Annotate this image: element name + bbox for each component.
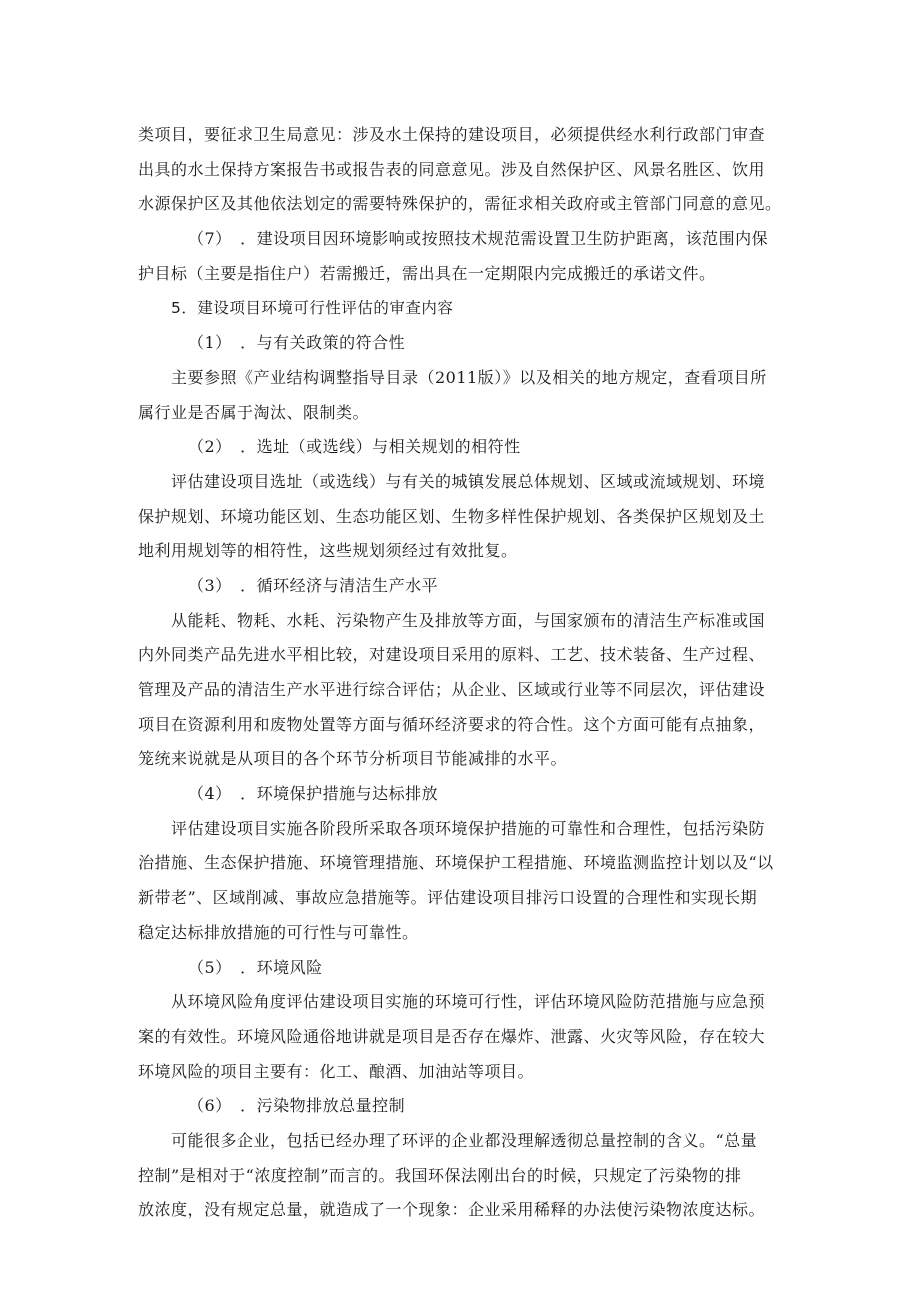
text-line: 管理及产品的清洁生产水平进行综合评估；从企业、区域或行业等不同层次，评估建设 — [138, 680, 766, 699]
text-line: 护目标（主要是指住户）若需搬迁，需出具在一定期限内完成搬迁的承诺文件。 — [138, 263, 716, 283]
subsection-heading: （4） ．环境保护措施与达标排放 — [188, 784, 439, 804]
section-heading: 5．建设项目环境可行性评估的审查内容 — [171, 299, 454, 318]
text-line: 控制”是相对于“浓度控制”而言的。我国环保法刚出台的时候，只规定了污染物的排 — [138, 1165, 742, 1185]
paragraph-first-line: 从能耗、物耗、水耗、污染物产生及排放等方面，与国家颁布的清洁生产标准或国 — [171, 610, 766, 630]
text-line: 治措施、生态保护措施、环境管理措施、环境保护工程措施、环境监测监控计划以及“以 — [138, 853, 774, 873]
text-line: 新带老”、区域削减、事故应急措施等。评估建设项目排污口设置的合理性和实现长期 — [138, 888, 758, 908]
text-line: 稳定达标排放措施的可行性与可靠性。 — [138, 922, 419, 942]
text-line: 案的有效性。环境风险通俗地讲就是项目是否存在爆炸、泄露、火灾等风险，存在较大 — [138, 1026, 766, 1046]
text-line: 内外同类产品先进水平相比较，对建设项目采用的原料、工艺、技术装备、生产过程、 — [138, 645, 766, 665]
paragraph-first-line: 从环境风险角度评估建设项目实施的环境可行性，评估环境风险防范措施与应急预 — [171, 992, 766, 1012]
text-line: 地利用规划等的相符性，这些规划须经过有效批复。 — [138, 541, 518, 561]
subsection-heading: （6） ．污染物排放总量控制 — [188, 1096, 406, 1116]
subsection-heading: （7） ．建设项目因环境影响或按照技术规范需设置卫生防护距离，该范围内保 — [188, 229, 769, 249]
paragraph-first-line: 评估建设项目实施各阶段所采取各项环境保护措施的可靠性和合理性，包括污染防 — [171, 818, 766, 838]
text-line: 类项目，要征求卫生局意见：涉及水土保持的建设项目，必须提供经水利行政部门审查 — [138, 125, 766, 144]
subsection-heading: （1） ．与有关政策的符合性 — [188, 333, 406, 353]
paragraph-first-line: 可能很多企业，包括已经办理了环评的企业都没理解透彻总量控制的含义。“总量 — [171, 1130, 758, 1150]
text-line: 出具的水土保持方案报告书或报告表的同意意见。涉及自然保护区、风景名胜区、饮用 — [138, 159, 766, 179]
text-line: 放浓度，没有规定总量，就造成了一个现象：企业采用稀释的办法使污染物浓度达标。 — [138, 1200, 766, 1220]
paragraph-first-line: 主要参照《产业结构调整指导目录（2011版）》以及相关的地方规定，查看项目所 — [171, 367, 767, 387]
text-line: 保护规划、环境功能区划、生态功能区划、生物多样性保护规划、各类保护区规划及土 — [138, 506, 766, 526]
document-body — [138, 118, 810, 1228]
text-line: 水源保护区及其他依法划定的需要特殊保护的，需征求相关政府或主管部门同意的意见。 — [138, 194, 782, 214]
text-line: 项目在资源利用和废物处置等方面与循环经济要求的符合性。这个方面可能有点抽象， — [138, 714, 766, 734]
text-line: 环境风险的项目主要有：化工、酿酒、加油站等项目。 — [138, 1061, 535, 1081]
text-line: 属行业是否属于淘汰、限制类。 — [138, 402, 370, 422]
paragraph-first-line: 评估建设项目选址（或选线）与有关的城镇发展总体规划、区域或流域规划、环境 — [171, 471, 766, 491]
subsection-heading: （5） ．环境风险 — [188, 957, 323, 977]
text-line: 笼统来说就是从项目的各个环节分析项目节能减排的水平。 — [138, 749, 568, 769]
subsection-heading: （2） ．选址（或选线）与相关规划的相符性 — [188, 437, 521, 457]
subsection-heading: （3） ．循环经济与清洁生产水平 — [188, 575, 439, 595]
